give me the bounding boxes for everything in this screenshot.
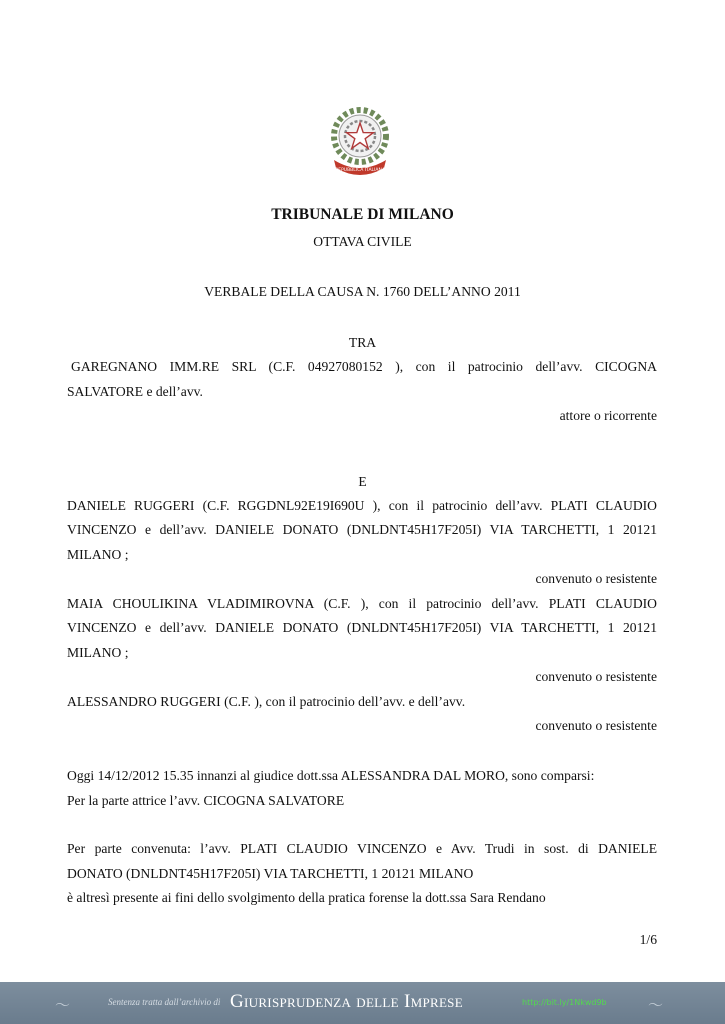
- convenuto-2-line-2: VINCENZO e dell’avv. DANIELE DONATO (DNLDNT45H17F205I) VIA TARCHETTI, 1 20121: [67, 620, 657, 635]
- hearing-line-5: è altresì presente ai fini dello svolgimento della pratica forense la dott.ssa Sara Rendano: [67, 890, 546, 905]
- convenuto-2-line-1: MAIA CHOULIKINA VLADIMIROVNA (C.F. ), con il patrocinio dell’avv. PLATI CLAUDIO: [67, 596, 657, 611]
- court-title: TRIBUNALE DI MILANO: [271, 206, 454, 223]
- right-ornament-icon: 〜: [648, 996, 664, 1014]
- hearing-line-1: Oggi 14/12/2012 15.35 innanzi al giudice dott.ssa ALESSANDRA DAL MORO, sono comparsi:: [67, 768, 595, 783]
- convenuto-2-role: convenuto o resistente: [535, 669, 657, 684]
- convenuto-1-line-1: DANIELE RUGGERI (C.F. RGGDNL92E19I690U ), con il patrocinio dell’avv. PLATI CLAUDIO: [67, 498, 657, 513]
- page-number: 1/6: [639, 932, 657, 947]
- convenuto-3-role: convenuto o resistente: [535, 718, 657, 733]
- convenuto-1-line-3: MILANO ;: [67, 547, 129, 562]
- tra-label: TRA: [348, 335, 377, 350]
- left-ornament-icon: 〜: [55, 996, 71, 1014]
- attore-role: attore o ricorrente: [559, 408, 657, 423]
- attore-line-1: GAREGNANO IMM.RE SRL (C.F. 04927080152 ), con il patrocinio dell’avv. CICOGNA: [71, 359, 657, 374]
- court-section: OTTAVA CIVILE: [313, 234, 412, 249]
- convenuto-3-line-1: ALESSANDRO RUGGERI (C.F. ), con il patrocinio dell’avv. e dell’avv.: [67, 694, 466, 709]
- convenuto-1-role: convenuto o resistente: [535, 571, 657, 586]
- hearing-line-3: Per parte convenuta: l’avv. PLATI CLAUDIO VINCENZO e Avv. Trudi in sost. di DANIELE: [67, 841, 657, 856]
- footer-link[interactable]: http://bit.ly/1Nkwd9b: [522, 998, 607, 1007]
- hearing-line-2: Per la parte attrice l’avv. CICOGNA SALVATORE: [67, 793, 345, 808]
- e-label: E: [358, 474, 367, 489]
- hearing-line-4: DONATO (DNLDNT45H17F205I) VIA TARCHETTI, 1 20121 MILANO: [67, 866, 474, 881]
- case-heading: VERBALE DELLA CAUSA N. 1760 DELL’ANNO 2011: [204, 284, 521, 299]
- attore-line-2: SALVATORE e dell’avv.: [67, 384, 203, 399]
- republic-emblem-icon: [324, 102, 396, 182]
- footer-source-text: Sentenza tratta dall’archivio di: [108, 997, 221, 1007]
- footer-brand: Giurisprudenza delle Imprese: [230, 991, 463, 1012]
- convenuto-2-line-3: MILANO ;: [67, 645, 129, 660]
- svg-text:REPUBBLICA ITALIANA: REPUBBLICA ITALIANA: [335, 168, 385, 173]
- convenuto-1-line-2: VINCENZO e dell’avv. DANIELE DONATO (DNLDNT45H17F205I) VIA TARCHETTI, 1 20121: [67, 522, 657, 537]
- footer-banner: [0, 982, 725, 1024]
